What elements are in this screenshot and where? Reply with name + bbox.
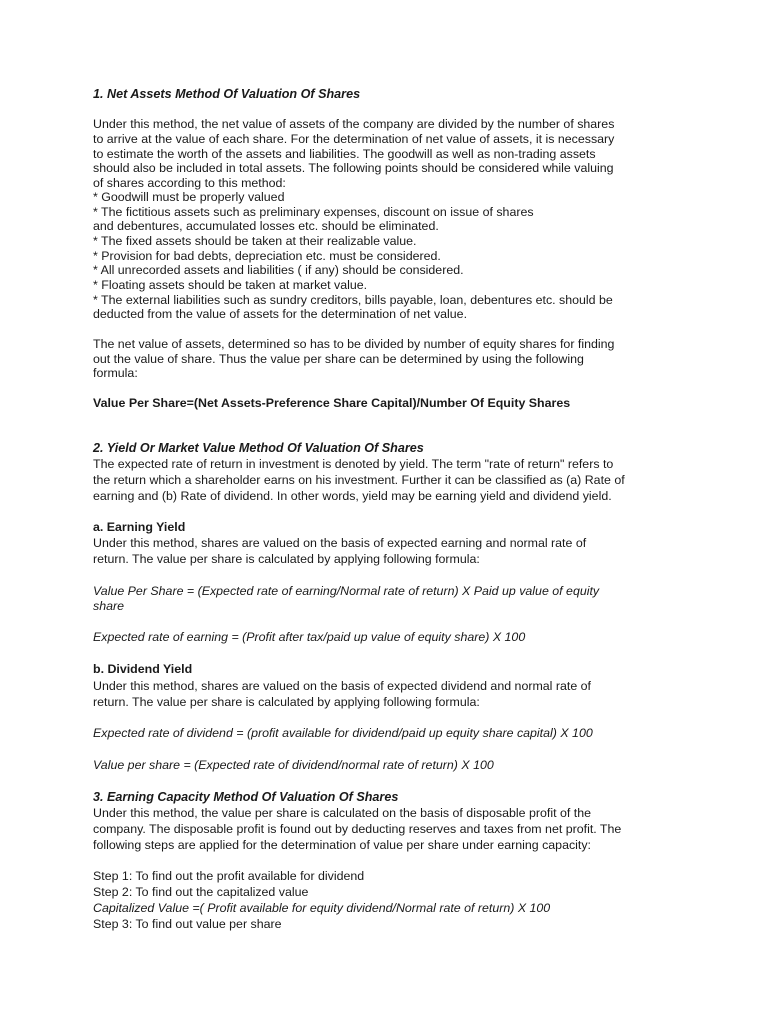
bullet-item: * Provision for bad debts, depreciation etc. must be considered. <box>93 249 441 263</box>
text-line: of shares according to this method: <box>93 176 286 190</box>
bullet-item: * All unrecorded assets and liabilities ( if any) should be considered. <box>93 263 464 277</box>
section-1-heading: 1. Net Assets Method Of Valuation Of Shares <box>93 87 361 101</box>
bullet-item: * Goodwill must be properly valued <box>93 190 285 204</box>
bullet-item: * The fictitious assets such as preliminary expenses, discount on issue of shares <box>93 205 534 219</box>
text-line: company. The disposable profit is found out by deducting reserves and taxes from net profit. The <box>93 822 622 836</box>
dividend-yield-formula-1: Expected rate of dividend = (profit available for dividend/paid up equity share capital) X 100 <box>93 726 593 740</box>
text-line: Under this method, shares are valued on the basis of expected earning and normal rate of <box>93 536 587 550</box>
text-line: Under this method, the net value of assets of the company are divided by the number of shares <box>93 117 615 131</box>
bullet-item: * The fixed assets should be taken at their realizable value. <box>93 234 417 248</box>
section-3-heading: 3. Earning Capacity Method Of Valuation Of Shares <box>93 790 399 804</box>
step-formula: Capitalized Value =( Profit available for equity dividend/Normal rate of return) X 100 <box>93 901 551 915</box>
text-line: formula: <box>93 366 138 380</box>
bullet-item: * The external liabilities such as sundry creditors, bills payable, loan, debentures etc. should be <box>93 293 613 307</box>
text-line: The expected rate of return in investment is denoted by yield. The term "rate of return" refers to <box>93 457 614 471</box>
text-line: The net value of assets, determined so has to be divided by number of equity shares for finding <box>93 337 615 351</box>
text-line: deducted from the value of assets for the determination of net value. <box>93 307 468 321</box>
text-line: Under this method, the value per share is calculated on the basis of disposable profit of the <box>93 806 591 820</box>
text-line: to estimate the worth of the assets and liabilities. The goodwill as well as non-trading assets <box>93 147 596 161</box>
text-line: should also be included in total assets. The following points should be considered while valuing <box>93 161 614 175</box>
text-line: out the value of share. Thus the value per share can be determined by using the following <box>93 352 584 366</box>
section-1-formula: Value Per Share=(Net Assets-Preference Share Capital)/Number Of Equity Shares <box>93 396 571 410</box>
formula-line: share <box>93 599 124 613</box>
text-line: and debentures, accumulated losses etc. should be eliminated. <box>93 219 439 233</box>
earning-yield-formula-2: Expected rate of earning = (Profit after tax/paid up value of equity share) X 100 <box>93 630 526 644</box>
text-line: earning and (b) Rate of dividend. In other words, yield may be earning yield and dividend yield. <box>93 489 612 503</box>
step-item: Step 1: To find out the profit available for dividend <box>93 869 365 883</box>
dividend-yield-heading: b. Dividend Yield <box>93 662 193 676</box>
section-2-heading: 2. Yield Or Market Value Method Of Valuation Of Shares <box>93 441 424 455</box>
earning-yield-heading: a. Earning Yield <box>93 520 186 534</box>
bullet-item: * Floating assets should be taken at market value. <box>93 278 368 292</box>
text-line: the return which a shareholder earns on his investment. Further it can be classified as (a) Rate of <box>93 473 625 487</box>
formula-line: Value Per Share = (Expected rate of earning/Normal rate of return) X Paid up value of equity <box>93 584 600 598</box>
text-line: Under this method, shares are valued on the basis of expected dividend and normal rate of <box>93 679 591 693</box>
text-line: to arrive at the value of each share. For the determination of net value of assets, it is necessary <box>93 132 615 146</box>
text-line: return. The value per share is calculated by applying following formula: <box>93 552 480 566</box>
text-line: following steps are applied for the determination of value per share under earning capacity: <box>93 838 591 852</box>
text-line: return. The value per share is calculated by applying following formula: <box>93 695 480 709</box>
dividend-yield-formula-2: Value per share = (Expected rate of dividend/normal rate of return) X 100 <box>93 758 494 772</box>
step-item: Step 2: To find out the capitalized value <box>93 885 309 899</box>
step-item: Step 3: To find out value per share <box>93 917 282 931</box>
